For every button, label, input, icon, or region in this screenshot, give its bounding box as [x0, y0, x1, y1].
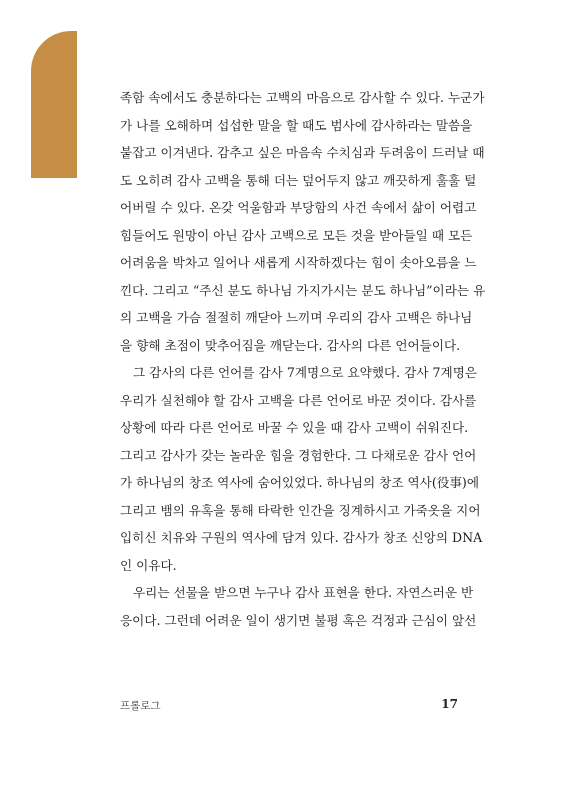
footer-section-label: 프롤로그	[120, 700, 161, 712]
text-line: 그리고 감사가 갖는 놀라운 힘을 경험한다. 그 다채로운 감사 언어	[120, 447, 477, 463]
text-line: 우리가 실천해야 할 감사 고백을 다른 언어로 바꾼 것이다. 감사를	[120, 392, 477, 408]
text-line: 응이다. 그런데 어려운 일이 생기면 불평 혹은 걱정과 근심이 앞선	[120, 612, 477, 628]
body-text	[120, 84, 486, 634]
text-line: 의 고백을 가슴 절절히 깨닫아 느끼며 우리의 감사 고백은 하나님	[120, 310, 473, 325]
text-line: 인 이유다.	[120, 557, 177, 573]
text-line: 낀다. 그리고 “주신 분도 하나님 가지가시는 분도 하나님”이라는 유	[120, 282, 486, 298]
text-line: 가 하나님의 창조 역사에 숨어있었다. 하나님의 창조 역사(役事)에	[120, 475, 480, 490]
text-line: 족함 속에서도 충분하다는 고백의 마음으로 감사할 수 있다. 누군가	[120, 90, 485, 105]
text-line: 붙잡고 이겨낸다. 감추고 싶은 마음속 수치심과 두려움이 드러날 때	[120, 145, 485, 160]
text-line: 어버릴 수 있다. 온갖 억울함과 부당함의 사건 속에서 삶이 어렵고	[120, 200, 477, 215]
text-line: 도 오히려 감사 고백을 통해 더는 덮어두지 않고 깨끗하게 훌훌 털	[120, 172, 477, 188]
text-line: 어려움을 박차고 일어나 새롭게 시작하겠다는 힘이 솟아오름을 느	[120, 255, 477, 270]
text-line: 을 향해 초점이 맞추어짐을 깨닫는다. 감사의 다른 언어들이다.	[120, 337, 461, 353]
text-line: 가 나를 오해하며 섭섭한 말을 할 때도 범사에 감사하라는 말씀을	[120, 117, 473, 133]
text-line: 그 감사의 다른 언어를 감사 7계명으로 요약했다. 감사 7계명은	[133, 365, 478, 380]
text-line: 그리고 뱀의 유혹을 통해 타락한 인간을 징계하시고 가죽옷을 지어	[120, 502, 481, 518]
page-number: 17	[441, 697, 458, 711]
text-line: 우리는 선물을 받으면 누구나 감사 표현을 한다. 자연스러운 반	[133, 585, 474, 600]
text-line: 입히신 치유와 구원의 역사에 담겨 있다. 감사가 창조 신앙의 DNA	[120, 530, 483, 545]
text-line: 상황에 따라 다른 언어로 바꿀 수 있을 때 감사 고백이 쉬워진다.	[120, 420, 469, 435]
chapter-tab-decoration	[31, 31, 77, 178]
text-line: 힘들어도 원망이 아닌 감사 고백으로 모든 것을 받아들일 때 모든	[120, 227, 473, 243]
